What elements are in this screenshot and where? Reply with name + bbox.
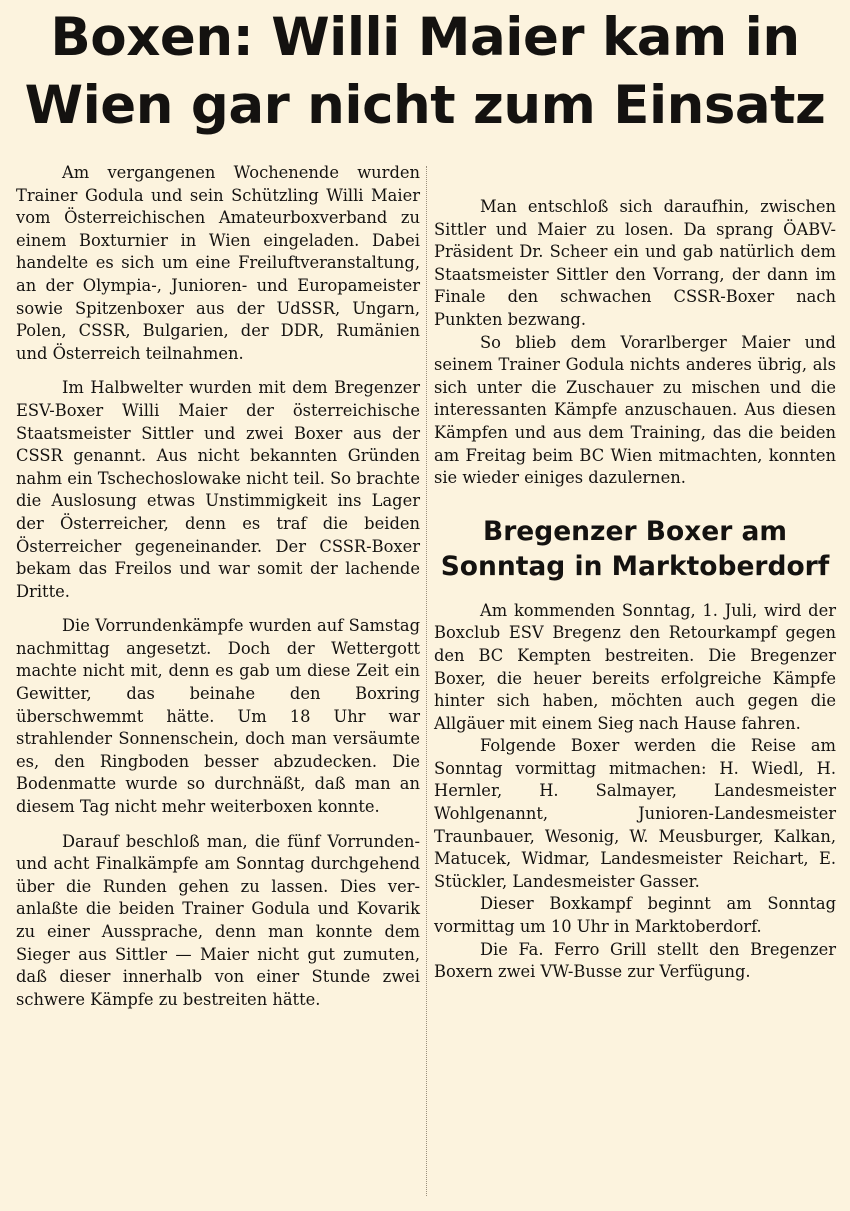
article-paragraph: Man entschloß sich daraufhin, zwischen Sittler und Maier zu losen. Da sprang ÖABV-Präsident Dr. Scheer ein und gab natürlich dem Staatsmeister Sittler den Vorrang, der dann im Finale den schwachen CSSR-Boxer nach Punkten bezwang. <box>434 197 836 329</box>
article-column-right <box>434 162 836 984</box>
headline: Boxen: Willi Maier kam in Wien gar nicht zum Einsatz <box>24 7 826 136</box>
column-divider <box>426 166 427 1196</box>
article-paragraph: Darauf beschloß man, die fünf Vorrunden- und acht Finalkämpfe am Sonntag durchgehend über die Runden gehen zu lassen. Dies veranlaßte die beiden Trainer Godula und Kovarik zu einer Aussprache, denn man konnte dem Sieger aus Sittler — Maier nicht gut zumuten, daß dieser innerhalb von einer Stunde zwei schwere Kämpfe zu bestreiten hätte. <box>16 831 420 1009</box>
article-paragraph: So blieb dem Vorarlberger Maier und seinem Trainer Godula nichts anderes übrig, als sich unter die Zuschauer zu mischen und die interessanten Kämpfe anzuschauen. Aus diesen Kämpfen und aus dem Training, das die beiden am Freitag beim BC Wien mitmachten, konnten sie wieder einiges dazulernen. <box>434 332 836 488</box>
subheadline: Bregenzer Boxer am Sonntag in Marktoberdorf <box>440 515 830 582</box>
article-paragraph: Die Vorrundenkämpfe wurden auf Samstag nachmittag angesetzt. Doch der Wettergott machte nicht mit, denn es gab um diese Zeit ein Gewitter, das beinahe den Boxring überschwemmt hätte. Um 18 Uhr war strahlender Sonnenschein, doch man versäumte es, den Ringboden besser abzudecken. Die Bodenmatte wurde so durchnäßt, daß man an diesem Tag nicht mehr weiterboxen konnte. <box>16 616 420 817</box>
article-paragraph: Die Fa. Ferro Grill stellt den Bregenzer Boxern zwei VW-Busse zur Verfügung. <box>434 939 836 982</box>
article-paragraph: Dieser Boxkampf beginnt am Sonntag vormittag um 10 Uhr in Marktoberdorf. <box>434 894 836 937</box>
article-paragraph: Am kommenden Sonntag, 1. Juli, wird der Boxclub ESV Bregenz den Retourkampf gegen den BC Kempten bestreiten. Die Bregenzer Boxer, die heuer bereits erfolgreiche Kämpfe hinter sich haben, möchten auch gegen die Allgäuer mit einem Sieg nach Hause fahren. <box>434 600 836 733</box>
article-paragraph: Am vergangenen Wochenende wurden Trainer Godula und sein Schützling Willi Maier vom Österreichischen Amateurboxverband zu einem Boxturnier in Wien eingeladen. Dabei handelte es sich um eine Freiluftveranstaltung, an der Olympia-, Junioren- und Europameister sowie Spitzenboxer aus der UdSSR, Ungarn, Polen, CSSR, Bulgarien, der DDR, Rumänien und Österreich teilnahmen. <box>16 163 420 363</box>
article-paragraph: Folgende Boxer werden die Reise am Sonntag vormittag mitmachen: H. Wiedl, H. Hernler, H. Salmayer, Landesmeister Wohlgenannt, Junioren-Landesmeister Traunbauer, Wesonig, W. Meusburger, Kalkan, Matucek, Widmar, Landesmeister Reichart, E. Stückler, Landesmeister Gasser. <box>434 736 836 891</box>
article-column-left <box>16 162 420 1011</box>
article-paragraph: Im Halbwelter wurden mit dem Bregenzer ESV-Boxer Willi Maier der österreichische Staatsmeister Sittler und zwei Boxer aus der CSSR genannt. Aus nicht bekannten Gründen nahm ein Tschechoslowake nicht teil. So brachte die Auslosung etwas Unstimmigkeit ins Lager der Österreicher, denn es traf die beiden Österreicher gegeneinander. Der CSSR-Boxer bekam das Freilos und war somit der lachende Dritte. <box>16 378 420 601</box>
